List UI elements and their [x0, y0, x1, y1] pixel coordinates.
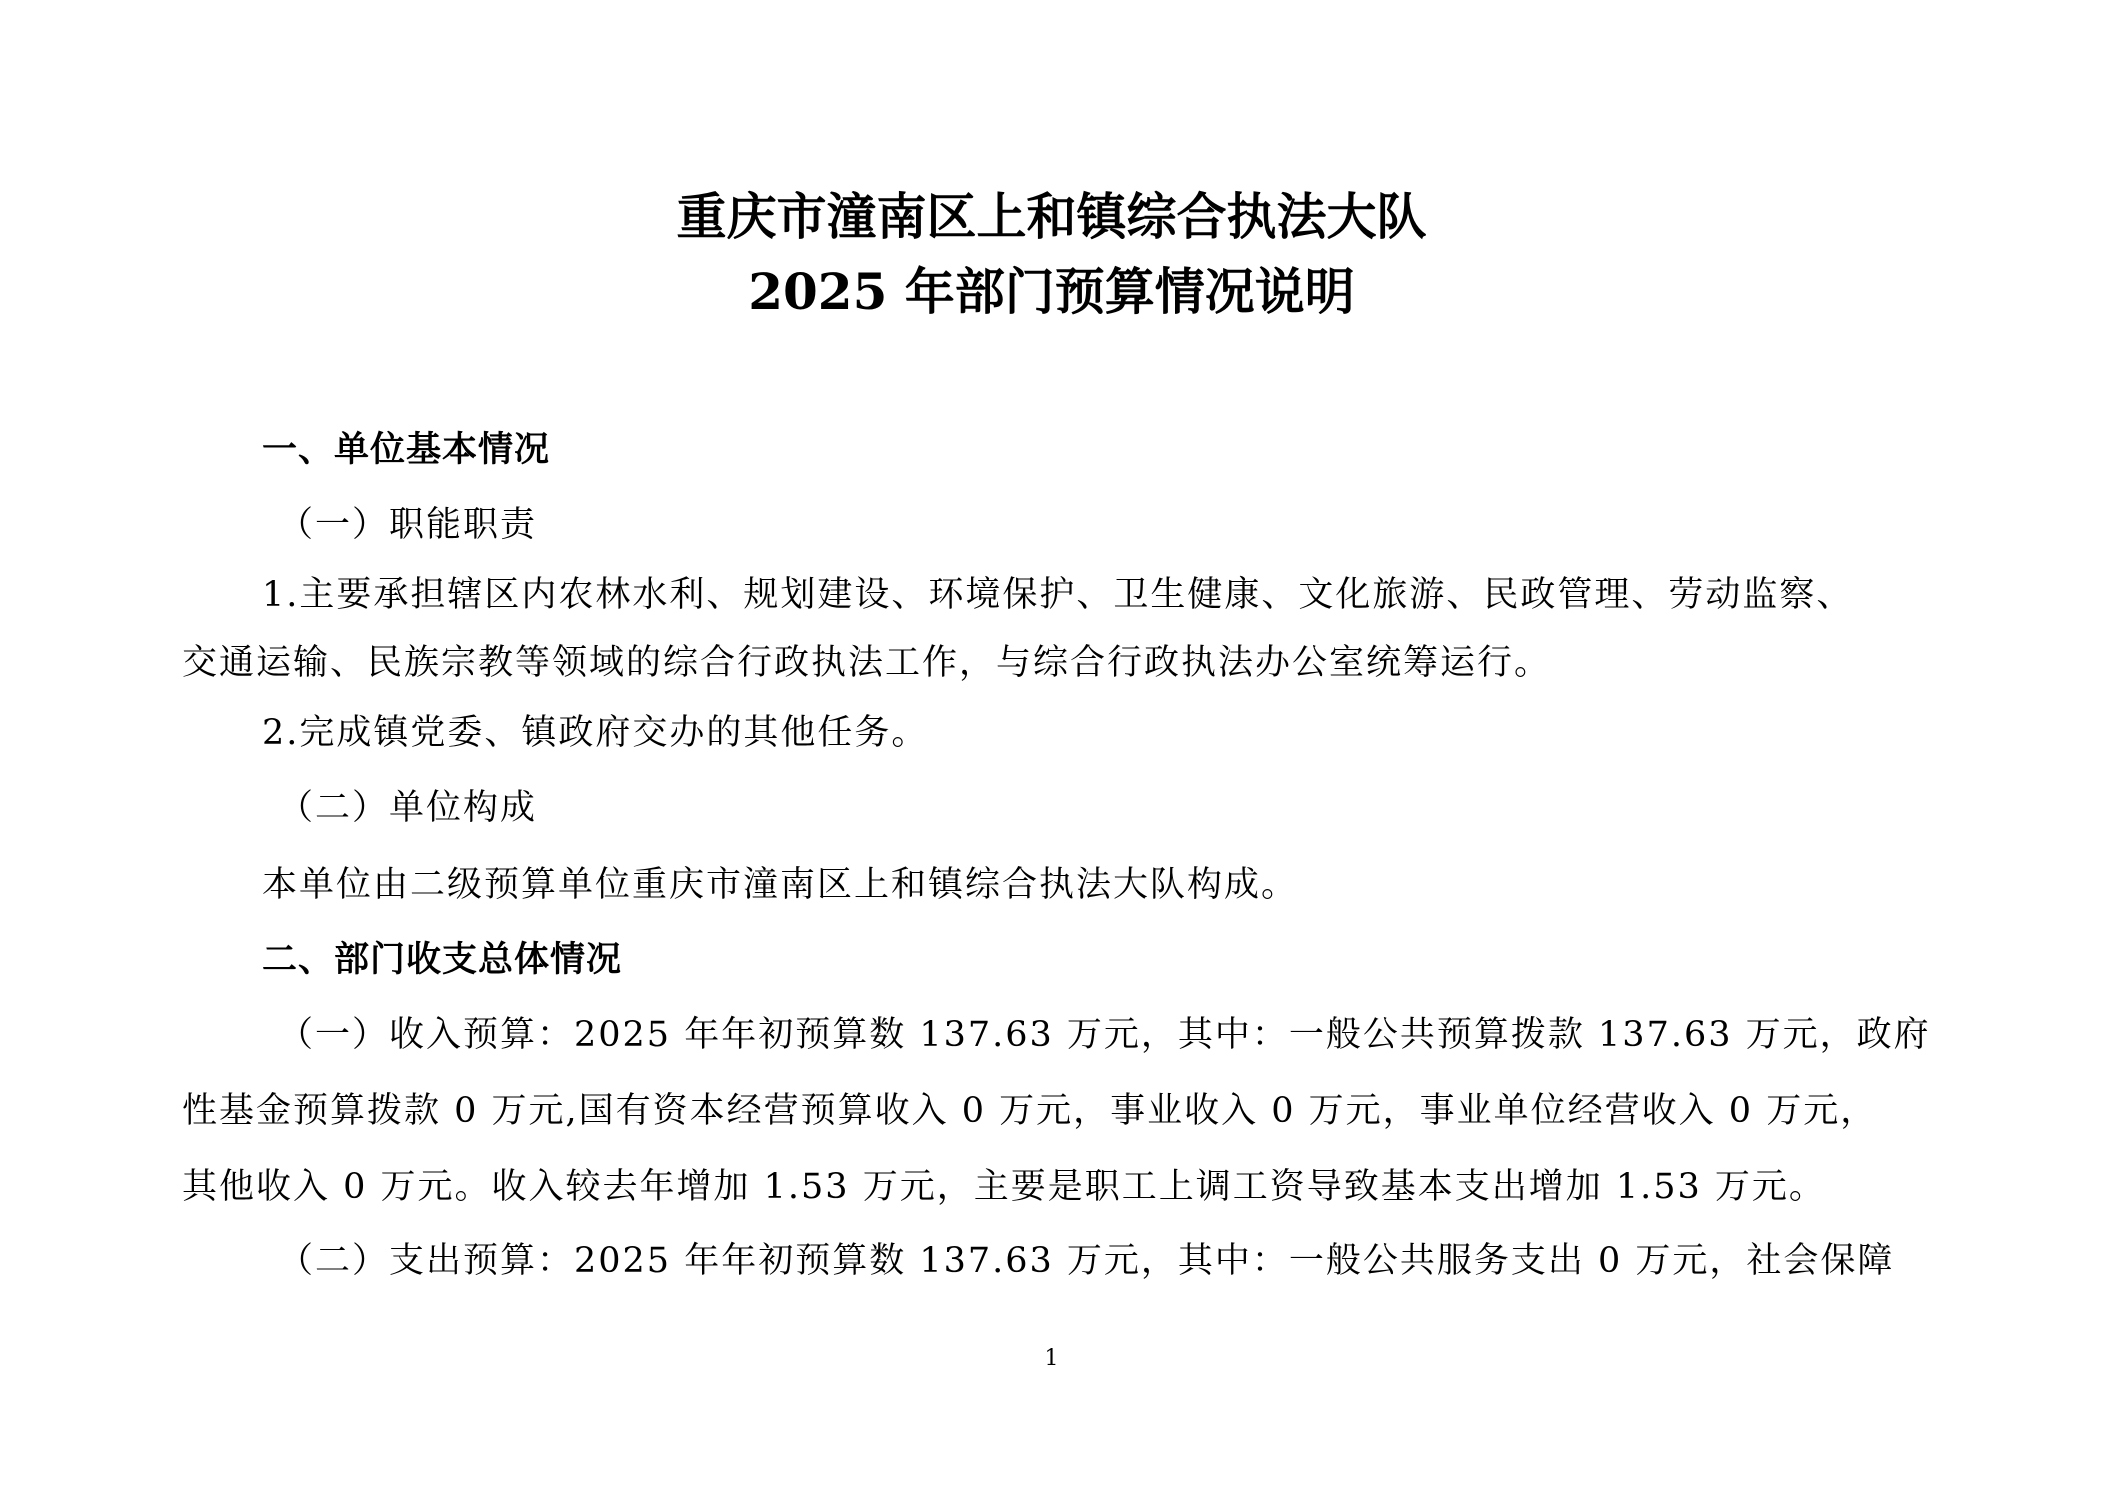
document-title-line1: 重庆市潼南区上和镇综合执法大队 [676, 187, 1427, 246]
section1-sub2-heading: （二）单位构成 [278, 788, 538, 828]
section1-heading: 一、单位基本情况 [262, 430, 551, 470]
duty-item1-line2: 交通运输、民族宗教等领域的综合行政执法工作，与综合行政执法办公室统筹运行。 [182, 643, 1552, 683]
section1-sub1-heading: （一）职能职责 [278, 505, 538, 545]
page-number: 1 [1044, 1346, 1059, 1371]
unit-composition-text: 本单位由二级预算单位重庆市潼南区上和镇综合执法大队构成。 [262, 865, 1299, 905]
expense-budget-line1: （二）支出预算：2025 年年初预算数 137.63 万元，其中：一般公共服务支出 0 万元，社会保障 [278, 1241, 1895, 1281]
duty-item1-line1: 1.主要承担辖区内农林水利、规划建设、环境保护、卫生健康、文化旅游、民政管理、劳动监察、 [262, 575, 1854, 615]
income-budget-line2: 性基金预算拨款 0 万元,国有资本经营预算收入 0 万元，事业收入 0 万元，事业单位经营收入 0 万元， [182, 1091, 1878, 1131]
income-budget-line3: 其他收入 0 万元。收入较去年增加 1.53 万元，主要是职工上调工资导致基本支出增加 1.53 万元。 [182, 1167, 1826, 1207]
section2-heading: 二、部门收支总体情况 [262, 940, 623, 980]
document-title-line2: 2025 年部门预算情况说明 [748, 262, 1355, 321]
duty-item2: 2.完成镇党委、镇政府交办的其他任务。 [262, 713, 929, 753]
income-budget-line1: （一）收入预算：2025 年年初预算数 137.63 万元，其中：一般公共预算拨款 137.63 万元，政府 [278, 1015, 1931, 1055]
